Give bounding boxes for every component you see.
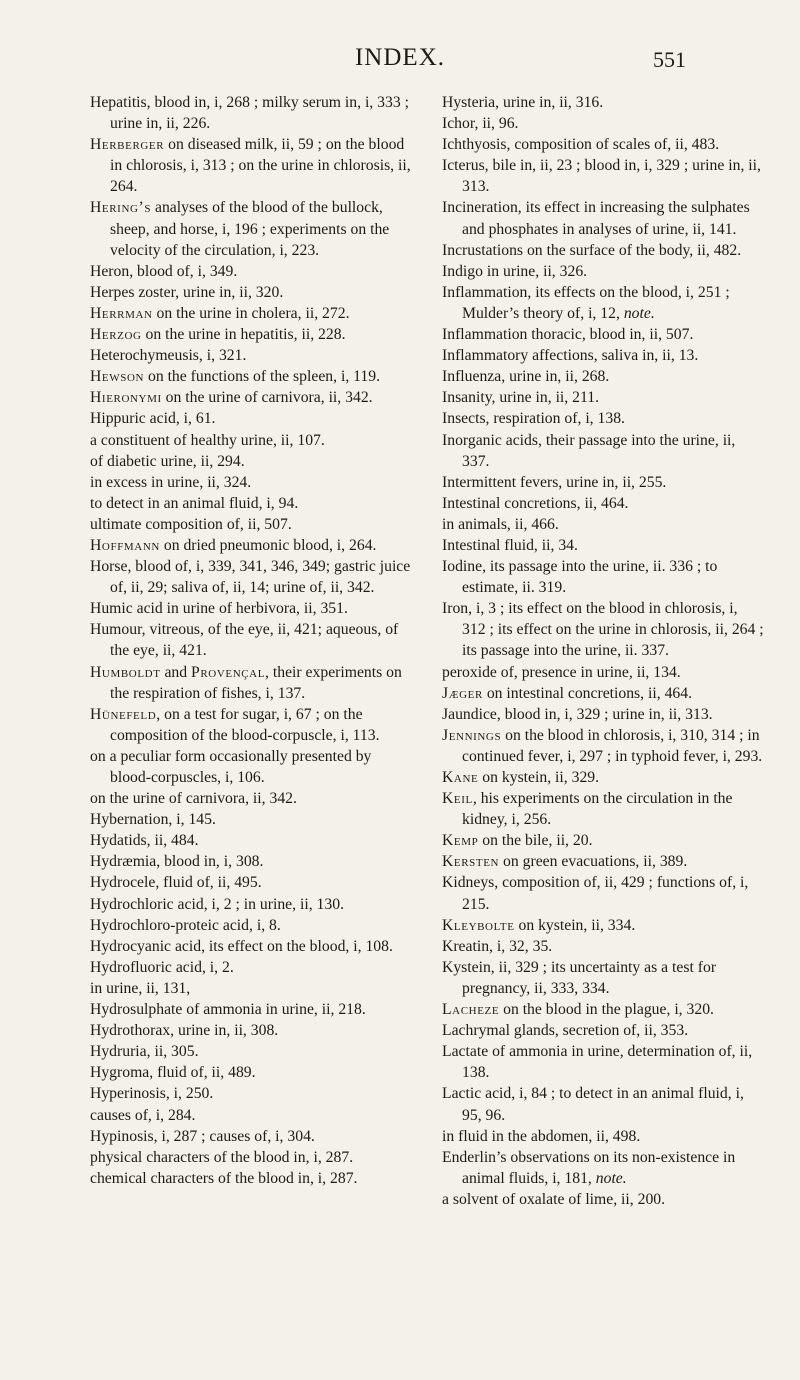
entry-text: Lachrymal glands, secretion of, ii, 353. <box>442 1022 689 1040</box>
entry-text: ultimate composition of, ii, 507. <box>90 515 292 533</box>
index-entry <box>90 978 412 999</box>
author-name: Hewson <box>90 368 145 386</box>
entry-text: Hepatitis, blood in, i, 268 ; milky serum in, i, 333 ; urine in, ii, 226. <box>90 94 409 133</box>
index-entry <box>442 936 764 957</box>
index-entry <box>442 1041 764 1083</box>
author-name: Provençal <box>191 663 266 681</box>
index-entry <box>90 1020 412 1041</box>
entry-text: Incrustations on the surface of the body, ii, 482. <box>442 241 742 259</box>
author-name: Hieronymi <box>90 389 162 407</box>
entry-text: physical characters of the blood in, i, 287. <box>90 1148 354 1166</box>
index-entry <box>442 1126 764 1147</box>
entry-text: Hyperinosis, i, 250. <box>90 1085 214 1103</box>
entry-text: Enderlin’s observations on its non-existence in animal fluids, i, 181, <box>442 1148 736 1187</box>
index-entry <box>90 387 412 408</box>
index-entry <box>90 345 412 366</box>
entry-text: on the urine in cholera, ii, 272. <box>152 304 350 322</box>
index-entry <box>90 556 412 598</box>
index-entry <box>442 851 764 872</box>
index-entry <box>90 197 412 260</box>
entry-text: Humour, vitreous, of the eye, ii, 421; aqueous, of the eye, ii, 421. <box>90 621 399 660</box>
index-entry <box>442 598 764 661</box>
index-entry <box>90 535 412 556</box>
entry-text: Icterus, bile in, ii, 23 ; blood in, i, 329 ; urine in, ii, 313. <box>442 157 761 196</box>
index-entry-text <box>90 1147 412 1168</box>
index-entry <box>90 303 412 324</box>
note-marker: note. <box>623 304 655 322</box>
author-name: Kane <box>442 769 479 786</box>
index-entry <box>442 92 764 113</box>
entry-text: analyses of the blood of the bullock, sheep, and horse, i, 196 ; experiments on the velocity of the circulation, i, 223. <box>110 199 390 259</box>
author-name: Herrman <box>90 304 153 322</box>
index-entry <box>90 619 412 661</box>
running-title: INDEX. <box>354 44 445 71</box>
entry-text: Heron, blood of, i, 349. <box>90 262 238 280</box>
index-entry-text <box>442 662 764 683</box>
index-entry <box>442 725 764 767</box>
entry-text: Hydrofluoric acid, i, 2. <box>90 958 234 976</box>
entry-text: on the urine of carnivora, ii, 342. <box>161 389 373 407</box>
entry-text: Hybernation, i, 145. <box>90 811 216 829</box>
entry-text: Inflammatory affections, saliva in, ii, 13. <box>442 347 699 365</box>
entry-text: on the urine of carnivora, ii, 342. <box>90 790 297 808</box>
index-entry <box>442 767 764 788</box>
index-entry <box>442 514 764 535</box>
index-entry-text <box>442 1189 764 1210</box>
entry-text: Incineration, its effect in increasing the sulphates and phosphates in analyses of urine, ii, 141. <box>442 199 750 238</box>
entry-text: a constituent of healthy urine, ii, 107. <box>90 431 325 449</box>
entry-text: Herpes zoster, urine in, ii, 320. <box>90 283 284 301</box>
index-entry <box>442 915 764 936</box>
entry-text: Ichor, ii, 96. <box>442 115 519 133</box>
entry-text: Hydrothorax, urine in, ii, 308. <box>90 1022 279 1040</box>
entry-text: in animals, ii, 466. <box>442 515 559 533</box>
entry-text: Hydruria, ii, 305. <box>90 1043 199 1061</box>
index-entry <box>90 493 412 514</box>
index-entry-text <box>90 788 412 809</box>
author-name: Lacheze <box>442 1001 500 1019</box>
index-entry <box>90 366 412 387</box>
index-entry <box>442 683 764 704</box>
index-entry <box>442 240 764 261</box>
index-entry-text <box>90 746 412 788</box>
author-name: Kleybolte <box>442 916 515 934</box>
index-entry <box>90 915 412 936</box>
index-entry <box>442 788 764 830</box>
index-entry <box>90 1168 412 1189</box>
index-entry <box>90 662 412 704</box>
entry-text: of diabetic urine, ii, 294. <box>90 452 245 470</box>
index-entry <box>90 514 412 535</box>
entry-text: on kystein, ii, 334. <box>514 916 636 934</box>
entry-text: Hysteria, urine in, ii, 316. <box>442 94 604 111</box>
entry-text: Iron, i, 3 ; its effect on the blood in chlorosis, i, 312 ; its effect on the urine in chlorosis, ii, 264 ; its passage into the urine, ii. 337. <box>442 600 764 660</box>
entry-text: on the functions of the spleen, i, 119. <box>144 368 381 386</box>
entry-text: in urine, ii, 131, <box>90 979 191 997</box>
entry-text: Intestinal fluid, ii, 34. <box>442 536 578 554</box>
index-entry <box>90 809 412 830</box>
entry-text: Intermittent fevers, urine in, ii, 255. <box>442 473 667 491</box>
entry-text: Kidneys, composition of, ii, 429 ; functions of, i, 215. <box>442 874 749 913</box>
entry-text: Hydrocele, fluid of, ii, 495. <box>90 874 262 892</box>
index-entry <box>90 1126 412 1147</box>
entry-text: Insanity, urine in, ii, 211. <box>442 389 599 407</box>
index-column-right <box>442 92 764 1210</box>
entry-text: Inorganic acids, their passage into the urine, ii, 337. <box>442 431 736 470</box>
index-entry <box>90 408 412 429</box>
index-entry <box>90 92 412 134</box>
entry-text: Mulder’s <box>462 304 520 322</box>
index-entry <box>442 197 764 239</box>
index-entry-text <box>90 514 412 535</box>
index-entry <box>442 872 764 914</box>
index-entry-text <box>90 1105 412 1126</box>
entry-text: , his experiments on the circulation in the kidney, i, 256. <box>462 790 733 829</box>
index-entry <box>90 936 412 957</box>
index-entry-text <box>442 1147 764 1189</box>
index-entry <box>442 535 764 556</box>
index-entry-text <box>90 493 412 514</box>
index-entry <box>90 598 412 619</box>
entry-text: Hydatids, ii, 484. <box>90 832 199 850</box>
index-entry <box>90 999 412 1020</box>
index-entry <box>90 1147 412 1168</box>
index-entry <box>442 387 764 408</box>
index-entry-text <box>90 451 412 472</box>
entry-text: Hydræmia, blood in, i, 308. <box>90 853 264 871</box>
entry-text: Insects, respiration of, i, 138. <box>442 410 625 428</box>
index-entry <box>90 324 412 345</box>
entry-text: Inflammation, its effects on the blood, i, 251 ; <box>442 283 730 301</box>
entry-text: on dried pneumonic blood, i, 264. <box>159 536 377 554</box>
index-entry <box>442 408 764 429</box>
entry-text: Horse, blood of, i, 339, 341, 346, 349; gastric juice of, ii, 29; saliva of, ii, 14; urine of, ii, 342. <box>90 558 411 597</box>
entry-text: Hypinosis, i, 287 ; causes of, i, 304. <box>90 1127 315 1145</box>
index-entry <box>442 1147 764 1189</box>
entry-text: Kystein, ii, 329 ; its uncertainty as a test for pregnancy, ii, 333, 334. <box>442 958 717 997</box>
index-entry <box>442 282 764 324</box>
entry-text: Influenza, urine in, ii, 268. <box>442 368 610 386</box>
entry-text: in excess in urine, ii, 324. <box>90 473 252 491</box>
entry-text: Jaundice, blood in, i, 329 ; urine in, ii, 313. <box>442 705 713 723</box>
index-entry <box>90 472 412 493</box>
index-entry <box>90 746 412 788</box>
author-name: Herberger <box>90 136 165 154</box>
entry-text: on the bile, ii, 20. <box>478 832 593 850</box>
index-entry <box>90 1041 412 1062</box>
entry-text: Hydrosulphate of ammonia in urine, ii, 218. <box>90 1001 366 1019</box>
note-marker: note. <box>595 1169 627 1187</box>
index-entry <box>442 556 764 598</box>
entry-text: Intestinal concretions, ii, 464. <box>442 494 629 512</box>
entry-text: on diseased milk, ii, 59 ; on the blood in chlorosis, i, 313 ; on the urine in chlorosis, ii, 264. <box>110 136 411 196</box>
entry-text: Hydrochloric acid, i, 2 ; in urine, ii, 130. <box>90 895 344 913</box>
entry-text: Hydrochloro-proteic acid, i, 8. <box>90 916 281 934</box>
index-entry <box>442 1083 764 1125</box>
index-entry <box>90 261 412 282</box>
author-name: Jennings <box>442 726 502 744</box>
index-entry-text <box>90 430 412 451</box>
index-entry <box>90 830 412 851</box>
author-name: Kemp <box>442 832 479 850</box>
index-column-left <box>90 92 412 1189</box>
index-entry <box>90 704 412 746</box>
index-entry <box>442 134 764 155</box>
entry-text: on a peculiar form occasionally presented by blood-corpuscles, i, 106. <box>90 747 372 786</box>
index-entry-text <box>442 1126 764 1147</box>
entry-text: theory of, i, 12, <box>519 304 624 322</box>
index-entry <box>442 430 764 472</box>
index-entry <box>442 155 764 197</box>
entry-text: on intestinal concretions, ii, 464. <box>482 684 693 702</box>
entry-text: on green evacuations, ii, 389. <box>499 853 688 871</box>
entry-text: Humic acid in urine of herbivora, ii, 351. <box>90 600 348 618</box>
author-name: Humboldt <box>90 663 161 681</box>
entry-text: Inflammation thoracic, blood in, ii, 507. <box>442 326 694 344</box>
index-entry <box>442 472 764 493</box>
index-entry <box>90 851 412 872</box>
index-entry <box>442 366 764 387</box>
entry-text: and <box>160 663 192 681</box>
index-entry <box>442 345 764 366</box>
index-entry <box>442 1020 764 1041</box>
entry-text: Lactic acid, i, 84 ; to detect in an animal fluid, i, 95, 96. <box>442 1085 744 1124</box>
entry-text: , their experiments on the respiration of fishes, i, 137. <box>110 663 402 702</box>
index-entry <box>442 1189 764 1210</box>
author-name: Jæger <box>442 684 483 702</box>
author-name: Herzog <box>90 326 142 344</box>
index-entry-text <box>90 1168 412 1189</box>
entry-text: to detect in an animal fluid, i, 94. <box>90 494 299 512</box>
entry-text: causes of, i, 284. <box>90 1106 196 1124</box>
index-entry <box>90 134 412 197</box>
page-header <box>0 44 800 74</box>
index-entry <box>90 1062 412 1083</box>
index-entry <box>442 957 764 999</box>
entry-text: Heterochymeusis, i, 321. <box>90 347 247 365</box>
index-entry-text <box>90 472 412 493</box>
author-name: Keil <box>442 790 473 808</box>
index-entry <box>90 894 412 915</box>
index-entry <box>442 493 764 514</box>
entry-text: Lactate of ammonia in urine, determination of, ii, 138. <box>442 1043 753 1082</box>
entry-text: Hydrocyanic acid, its effect on the blood, i, 108. <box>90 937 393 955</box>
entry-text: Hygroma, fluid of, ii, 489. <box>90 1064 256 1082</box>
entry-text: in fluid in the abdomen, ii, 498. <box>442 1127 641 1145</box>
index-entry <box>90 872 412 893</box>
index-entry <box>90 1083 412 1104</box>
index-entry <box>442 261 764 282</box>
entry-text: Kreatin, i, 32, 35. <box>442 937 553 955</box>
entry-text: Ichthyosis, composition of scales of, ii, 483. <box>442 136 720 154</box>
entry-text: chemical characters of the blood in, i, 287. <box>90 1169 358 1187</box>
entry-text: Iodine, its passage into the urine, ii. 336 ; to estimate, ii. 319. <box>442 558 718 597</box>
entry-text: a solvent of oxalate of lime, ii, 200. <box>442 1190 666 1208</box>
page-number: 551 <box>653 47 686 72</box>
index-entry-text <box>90 978 412 999</box>
entry-text: peroxide of, presence in urine, ii, 134. <box>442 663 681 681</box>
index-entry <box>442 704 764 725</box>
index-entry <box>90 430 412 451</box>
entry-text: on the blood in the plague, i, 320. <box>499 1001 714 1019</box>
entry-text: on kystein, ii, 329. <box>478 769 600 786</box>
author-name: Hünefeld <box>90 705 157 723</box>
index-entry <box>90 788 412 809</box>
entry-text: Indigo in urine, ii, 326. <box>442 262 588 280</box>
author-name: Kersten <box>442 853 500 871</box>
index-entry <box>442 113 764 134</box>
author-name: Hoffmann <box>90 536 160 554</box>
index-entry <box>90 1105 412 1126</box>
entry-text: Hippuric acid, i, 61. <box>90 410 216 428</box>
author-name: Hering’s <box>90 199 152 217</box>
index-entry <box>90 451 412 472</box>
index-entry <box>442 830 764 851</box>
entry-text: on the blood in chlorosis, i, 310, 314 ; in continued fever, i, 297 ; in typhoid fever, i, 293. <box>462 726 763 765</box>
index-entry <box>442 662 764 683</box>
entry-text: , on a test for sugar, i, 67 ; on the composition of the blood-corpuscle, i, 113. <box>110 705 380 744</box>
index-entry <box>90 282 412 303</box>
index-entry <box>442 999 764 1020</box>
index-entry <box>90 957 412 978</box>
entry-text: on the urine in hepatitis, ii, 228. <box>141 326 346 344</box>
index-entry <box>442 324 764 345</box>
index-entry-text <box>442 514 764 535</box>
